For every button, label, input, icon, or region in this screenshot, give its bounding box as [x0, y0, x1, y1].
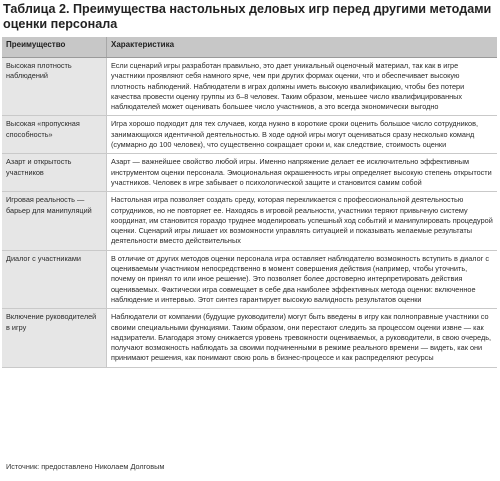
advantage-cell: Высокая «пропускная способность»	[2, 116, 107, 154]
description-cell: Если сценарий игры разработан правильно, это дает уникальный оценочный материал, так как в игре участники проявляют себя намного ярче, чем при других формах оценки, что и обеспечивает высокую плотность наблюдений. Наблюдатели в играх должны иметь высокую квалификацию, чтобы без потери качества провести оценку группы из 6–8 человек. Таким образом, меньшее число квалифицированных наблюдателей может оценивать большее число участников, а это всегда экономически выгодно	[107, 58, 498, 116]
table-row	[2, 58, 497, 116]
advantage-cell: Включение руководителей в игру	[2, 309, 107, 367]
description-cell: Азарт — важнейшее свойство любой игры. Именно напряжение делает ее исключительно эффективным инструментом оценки персонала. Эмоциональная окрашенность игры определяет высокую степень открытости участников. Человек в игре забывает о психологической защите и становится самим собой	[107, 154, 498, 192]
table-row	[2, 250, 497, 308]
description-cell: В отличие от других методов оценки персонала игра оставляет наблюдателю возможность вступить в диалог с оцениваемым участником непосредственно в момент совершения действия (например, чтобы уточнить, почему он принял то или иное решение). Это позволяет более достоверно интерпретировать действия оцениваемых. Фактически игра совмещает в себе два наиболее эффективных метода оценки: включенное наблюдение и интервью. Этот синтез гарантирует высокую валидность результатов оценки	[107, 250, 498, 308]
table-title: Таблица 2. Преимущества настольных деловых игр перед другими методами оценки персонала	[3, 2, 492, 31]
description-cell: Игра хорошо подходит для тех случаев, когда нужно в короткие сроки оценить большое число сотрудников, занимающихся идентичной деятельностью. В ходе одной игры могут оцениваться сразу несколько команд (суммарно до 100 человек), что существенно сокращает сроки и, как следствие, стоимость оценки	[107, 116, 498, 154]
description-cell: Наблюдатели от компании (будущие руководители) могут быть введены в игру как полноправные участники со своими специальными функциями. Таким образом, они перестают следить за процессом оценки извне — как надзиратели. Благодаря этому снижается уровень тревожности оцениваемых, а руководители, в свою очередь, получают возможность наблюдать за своими подчиненными в режиме реального времени — видеть, как они принимают решения, как понимают свою роль в бизнес-процессе и как распределяют ресурсы	[107, 309, 498, 367]
table-row	[2, 116, 497, 154]
table-header-row	[2, 37, 497, 58]
table-row	[2, 192, 497, 250]
advantage-cell: Азарт и открытость участников	[2, 154, 107, 192]
table-row	[2, 309, 497, 367]
table-row	[2, 154, 497, 192]
advantage-cell: Высокая плотность наблюдений	[2, 58, 107, 116]
advantage-cell: Диалог с участниками	[2, 250, 107, 308]
source-note: Источник: предоставлено Николаем Долговым	[6, 462, 165, 471]
column-header-advantage: Преимущество	[2, 37, 107, 58]
column-header-description: Характеристика	[107, 37, 498, 58]
advantages-table	[2, 37, 497, 368]
description-cell: Настольная игра позволяет создать среду, которая перекликается с профессиональной деятельностью сотрудников, но не повторяет ее. Находясь в игровой реальности, участники теряют привычную систему координат, им становится гораздо труднее моделировать успешный ход событий и манипулировать процедурой оценки. Сценарий игры лишает их возможности управлять ситуацией и показывать желаемые результаты деятельности вместо действительных	[107, 192, 498, 250]
advantage-cell: Игровая реальность — барьер для манипуляций	[2, 192, 107, 250]
